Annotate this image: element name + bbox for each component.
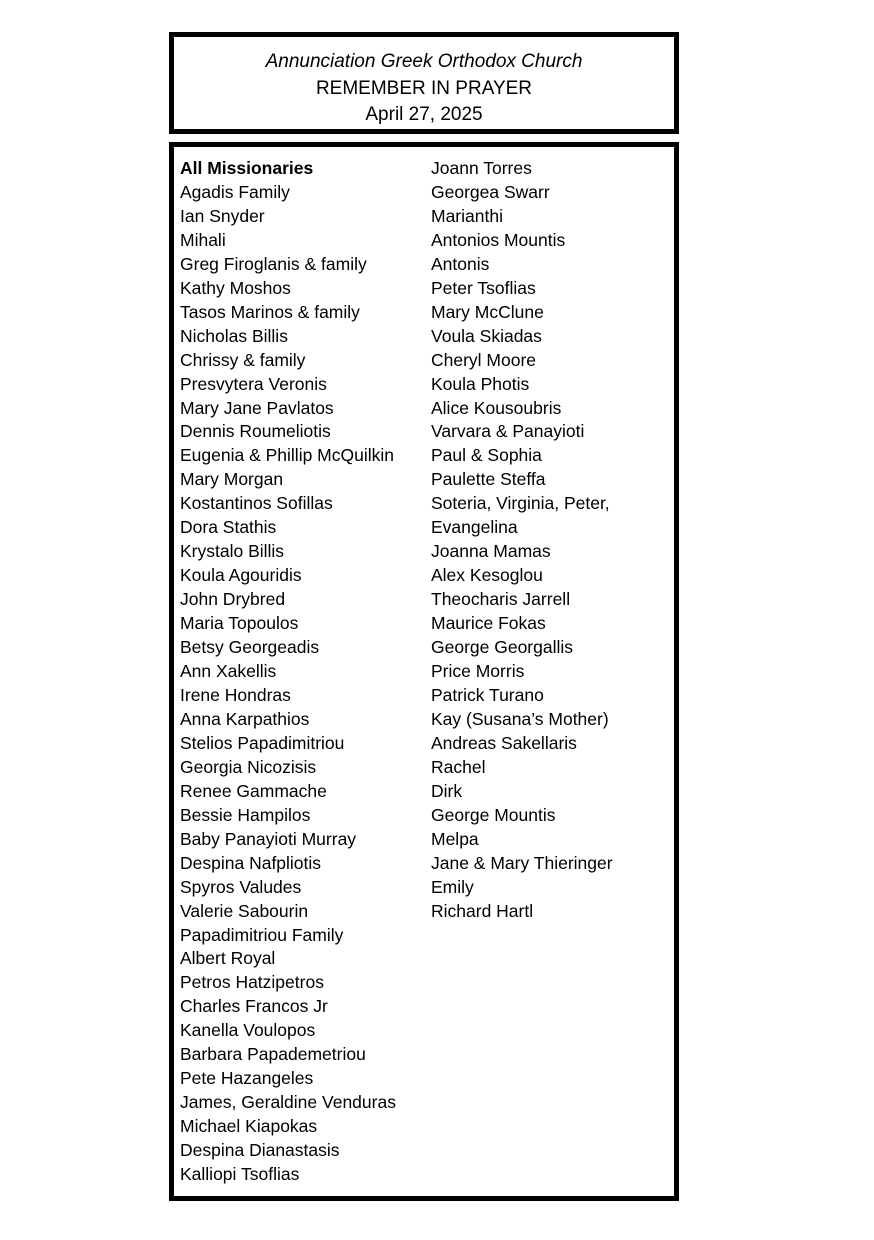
prayer-list-item: George Mountis	[431, 804, 556, 825]
prayer-list-item: Koula Agouridis	[180, 565, 302, 586]
prayer-list-item: Varvara & Panayioti	[431, 421, 585, 442]
prayer-list-item: Betsy Georgeadis	[180, 637, 320, 658]
prayer-list-item: Renee Gammache	[180, 780, 327, 801]
prayer-list-item: Kostantinos Sofillas	[180, 493, 333, 514]
prayer-list-item: Evangelina	[431, 517, 518, 538]
prayer-list-item: Joann Torres	[431, 158, 532, 178]
prayer-list-item: Price Morris	[431, 661, 525, 682]
prayer-list-item: Patrick Turano	[431, 684, 544, 705]
church-name: Annunciation Greek Orthodox Church	[265, 51, 583, 72]
prayer-list-left-column	[180, 157, 396, 1187]
prayer-list-item: Alex Kesoglou	[431, 565, 543, 586]
prayer-list-item: Petros Hatzipetros	[180, 972, 324, 993]
prayer-list-item: Pete Hazangeles	[180, 1068, 314, 1089]
prayer-list-item: Albert Royal	[180, 948, 276, 969]
prayer-list-item: Dirk	[431, 780, 463, 801]
prayer-list-item: Irene Hondras	[180, 684, 291, 705]
prayer-list-item: Antonis	[431, 253, 490, 274]
prayer-list-item: Kanella Voulopos	[180, 1020, 316, 1041]
prayer-list-item: Stelios Papadimitriou	[180, 732, 345, 753]
prayer-list-item: Mihali	[180, 229, 226, 250]
prayer-list-item: Anna Karpathios	[180, 708, 310, 729]
prayer-list-item: Despina Dianastasis	[180, 1140, 340, 1161]
prayer-list-item: Charles Francos Jr	[180, 996, 328, 1017]
prayer-list-item: Kathy Moshos	[180, 277, 291, 298]
page-title: REMEMBER IN PRAYER	[315, 77, 533, 99]
prayer-list-item: Krystalo Billis	[180, 541, 285, 562]
prayer-list-item: Kay (Susana’s Mother)	[431, 708, 609, 729]
prayer-list-item: Dennis Roumeliotis	[180, 421, 331, 442]
prayer-list-item: Despina Nafpliotis	[180, 852, 322, 873]
prayer-list-item: Mary McClune	[431, 301, 544, 322]
prayer-list-item: Paul & Sophia	[431, 445, 542, 466]
prayer-list-item: Dora Stathis	[180, 517, 277, 538]
prayer-list-item: Bessie Hampilos	[180, 804, 311, 825]
date-line: April 27, 2025	[365, 104, 483, 125]
prayer-list-item: Maria Topoulos	[180, 613, 299, 634]
prayer-list-item: Barbara Papademetriou	[180, 1044, 366, 1065]
prayer-list-item: Jane & Mary Thieringer	[431, 852, 613, 873]
prayer-list-item: Agadis Family	[180, 181, 290, 202]
prayer-list-item: Eugenia & Phillip McQuilkin	[180, 445, 394, 466]
prayer-list-item: Koula Photis	[431, 373, 530, 394]
prayer-list-right-column	[431, 157, 613, 924]
prayer-list-item: Theocharis Jarrell	[431, 589, 571, 610]
prayer-list-item: Peter Tsoflias	[431, 277, 536, 298]
prayer-list-item: Richard Hartl	[431, 900, 534, 921]
prayer-list-item: Emily	[431, 876, 474, 897]
prayer-list-item: Papadimitriou Family	[180, 924, 344, 945]
prayer-list-item: Voula Skiadas	[431, 325, 542, 346]
prayer-list-item: George Georgallis	[431, 637, 574, 658]
prayer-list-item: Cheryl Moore	[431, 349, 537, 370]
prayer-list-item: Mary Jane Pavlatos	[180, 397, 334, 418]
prayer-list-item: Chrissy & family	[180, 349, 306, 370]
prayer-list-item: Nicholas Billis	[180, 325, 288, 346]
prayer-list-box	[169, 142, 679, 1201]
prayer-list-item: All Missionaries	[180, 158, 314, 178]
header-box	[169, 32, 679, 134]
prayer-list-item: John Drybred	[180, 589, 286, 610]
prayer-list-item: Mary Morgan	[180, 469, 284, 490]
prayer-list-item: Maurice Fokas	[431, 613, 546, 634]
prayer-list-item: Georgea Swarr	[431, 181, 550, 202]
prayer-list-item: Valerie Sabourin	[180, 900, 309, 921]
prayer-list-item: Greg Firoglanis & family	[180, 253, 367, 274]
prayer-list-item: Paulette Steffa	[431, 469, 546, 490]
prayer-list-item: Andreas Sakellaris	[431, 732, 577, 753]
prayer-list-item: Marianthi	[431, 205, 503, 226]
prayer-list-item: Soteria, Virginia, Peter,	[431, 493, 610, 514]
prayer-list-item: Baby Panayioti Murray	[180, 828, 357, 849]
prayer-list-item: Michael Kiapokas	[180, 1116, 318, 1137]
prayer-list-item: Kalliopi Tsoflias	[180, 1164, 300, 1185]
prayer-list-item: Ian Snyder	[180, 205, 265, 226]
prayer-list-item: Rachel	[431, 756, 486, 777]
prayer-list-item: Spyros Valudes	[180, 876, 302, 897]
prayer-list-item: Joanna Mamas	[431, 541, 551, 562]
prayer-list-item: Tasos Marinos & family	[180, 301, 360, 322]
prayer-list-item: Georgia Nicozisis	[180, 756, 317, 777]
prayer-list-item: Antonios Mountis	[431, 229, 566, 250]
prayer-list-item: Melpa	[431, 828, 479, 849]
prayer-list-item: Ann Xakellis	[180, 661, 277, 682]
prayer-list-item: James, Geraldine Venduras	[180, 1092, 396, 1113]
prayer-list-item: Alice Kousoubris	[431, 397, 562, 418]
prayer-list-item: Presvytera Veronis	[180, 373, 327, 394]
